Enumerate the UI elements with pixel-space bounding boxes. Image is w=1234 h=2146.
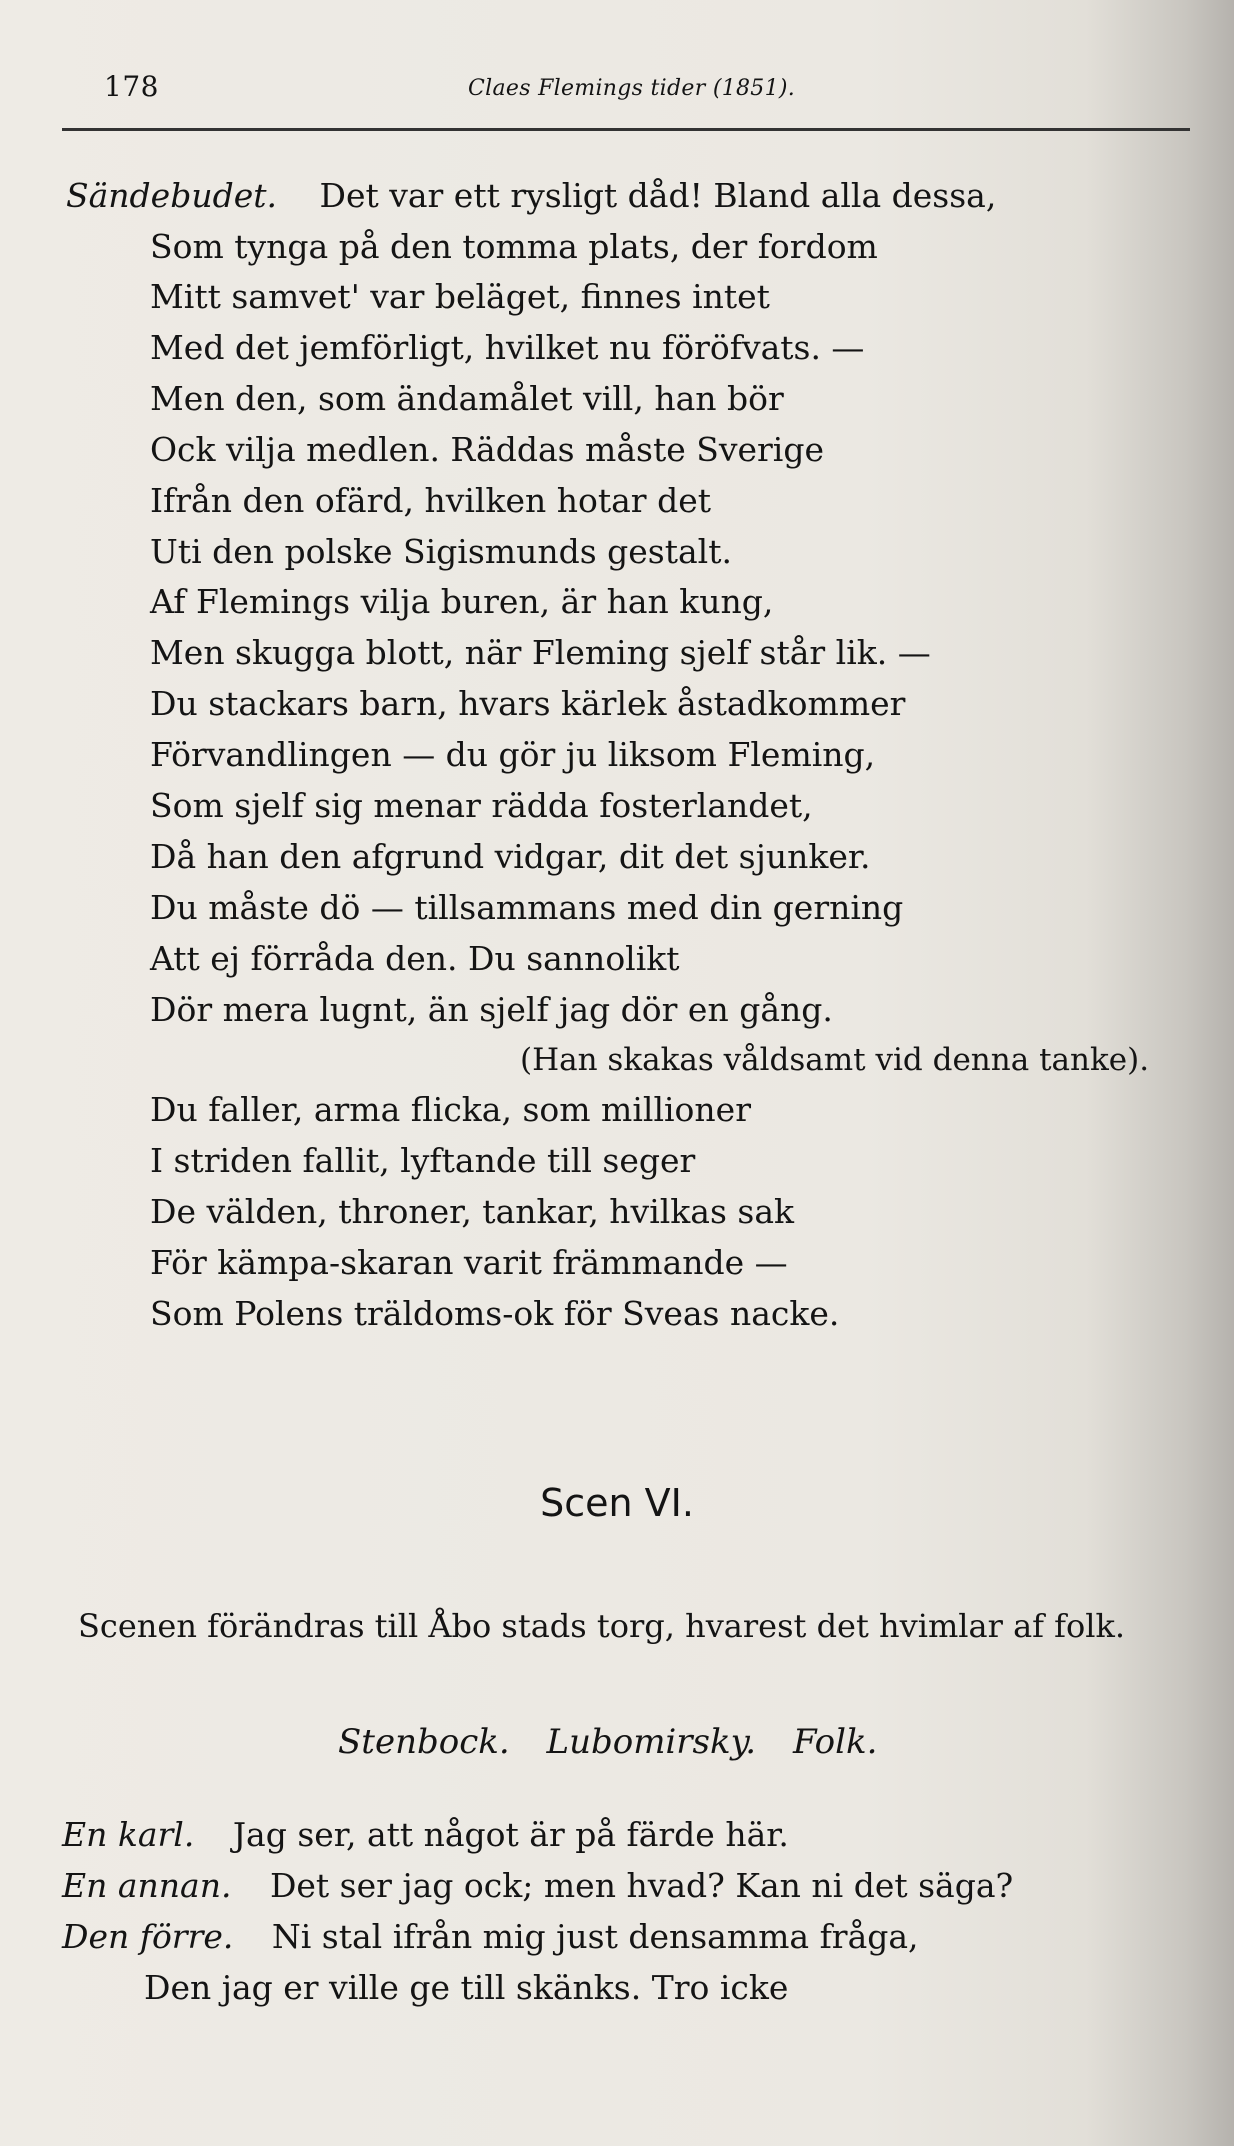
verse-line: Du faller, arma flicka, som millioner — [150, 1090, 751, 1129]
dialogue-line: Den jag er ville ge till skänks. Tro icke — [144, 1968, 789, 2007]
stage-direction: (Han skakas våldsamt vid denna tanke). — [520, 1042, 1150, 1078]
verse-line: Då han den afgrund vidgar, dit det sjunker. — [150, 837, 871, 876]
scene-description: Scenen förändras till Åbo stads torg, hvarest det hvimlar af folk. — [78, 1607, 1126, 1645]
verse-line: Af Flemings vilja buren, är han kung, — [150, 582, 774, 621]
scene-heading: Scen VI. — [540, 1481, 694, 1525]
verse-text: Det var ett rysligt dåd! Bland alla dessa, — [319, 176, 997, 215]
speaker-name: En karl. — [62, 1815, 195, 1854]
character-list — [338, 1722, 903, 1762]
dialogue-line — [62, 1917, 919, 1957]
dialogue-text: Jag ser, att något är på färde här. — [232, 1815, 789, 1854]
character-name: Stenbock. — [338, 1722, 510, 1762]
running-title: Claes Flemings tider (1851). — [468, 76, 796, 101]
verse-line: Att ej förråda den. Du sannolikt — [150, 939, 680, 978]
speaker-name: Den förre. — [62, 1917, 234, 1956]
dialogue-line — [62, 1866, 1013, 1906]
character-name: Folk. — [792, 1722, 878, 1762]
page-number: 178 — [104, 70, 159, 103]
verse-line: Som sjelf sig menar rädda fosterlandet, — [150, 786, 813, 825]
verse-line: De välden, throner, tankar, hvilkas sak — [150, 1192, 794, 1231]
verse-line: Ock vilja medlen. Räddas måste Sverige — [150, 430, 825, 469]
verse-line: Som tynga på den tomma plats, der fordom — [150, 227, 878, 266]
verse-line: Ifrån den ofärd, hvilken hotar det — [150, 481, 711, 520]
speaker-name: Sändebudet. — [66, 176, 277, 215]
verse-line: I striden fallit, lyftande till seger — [150, 1141, 696, 1180]
verse-line: Mitt samvet' var beläget, finnes intet — [150, 277, 770, 316]
character-name: Lubomirsky. — [546, 1722, 757, 1762]
verse-line: Med det jemförligt, hvilket nu föröfvats. — — [150, 328, 865, 367]
verse-line: Uti den polske Sigismunds gestalt. — [150, 532, 732, 571]
speaker-name: En annan. — [62, 1866, 232, 1905]
dialogue-text: Det ser jag ock; men hvad? Kan ni det säga? — [269, 1866, 1014, 1905]
verse-line: Men skugga blott, när Fleming sjelf står lik. — — [150, 633, 931, 672]
verse-line: Förvandlingen — du gör ju liksom Fleming, — [150, 735, 876, 774]
verse-line: Dör mera lugnt, än sjelf jag dör en gång. — [150, 990, 833, 1029]
verse-line: Som Polens träldoms-ok för Sveas nacke. — [150, 1294, 840, 1333]
verse-line: För kämpa-skaran varit främmande — — [150, 1243, 788, 1282]
dialogue-text: Ni stal ifrån mig just densamma fråga, — [271, 1917, 919, 1956]
verse-line — [66, 176, 996, 216]
verse-line: Du stackars barn, hvars kärlek åstadkommer — [150, 684, 906, 723]
dialogue-line — [62, 1815, 789, 1855]
verse-line: Men den, som ändamålet vill, han bör — [150, 379, 784, 418]
header-rule — [62, 128, 1190, 131]
verse-line: Du måste dö — tillsammans med din gerning — [150, 888, 904, 927]
